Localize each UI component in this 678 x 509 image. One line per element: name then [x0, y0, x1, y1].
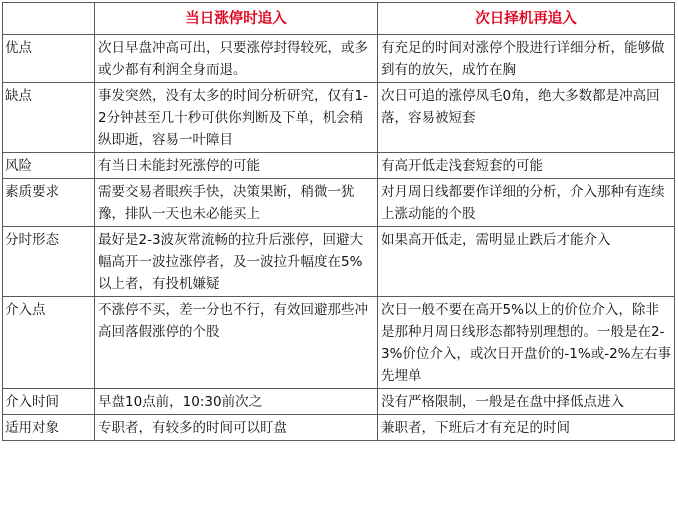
table-row	[3, 227, 675, 297]
table-row	[3, 415, 675, 441]
table-row	[3, 297, 675, 389]
cell-next-day: 次日可追的涨停凤毛0角，绝大多数都是冲高回落，容易被短套	[378, 83, 675, 153]
row-label-intraday-pattern: 分时形态	[3, 227, 95, 297]
row-label-entry-point: 介入点	[3, 297, 95, 389]
row-label-disadvantages: 缺点	[3, 83, 95, 153]
cell-same-day: 最好是2-3波灰常流畅的拉升后涨停，回避大幅高开一波拉涨停者，及一波拉升幅度在5%以上者，有投机嫌疑	[95, 227, 378, 297]
header-same-day-chase: 当日涨停时追入	[95, 3, 378, 35]
table-header-row	[3, 3, 675, 35]
cell-next-day: 没有严格限制，一般是在盘中择低点进入	[378, 389, 675, 415]
comparison-table-container	[2, 2, 675, 441]
cell-same-day: 次日早盘冲高可出，只要涨停封得较死，或多或少都有利润全身而退。	[95, 35, 378, 83]
row-label-risk: 风险	[3, 153, 95, 179]
cell-same-day: 需要交易者眼疾手快，决策果断，稍微一犹豫，排队一天也未必能买上	[95, 179, 378, 227]
comparison-table	[2, 2, 675, 441]
cell-same-day: 不涨停不买，差一分也不行，有效回避那些冲高回落假涨停的个股	[95, 297, 378, 389]
cell-next-day: 有高开低走浅套短套的可能	[378, 153, 675, 179]
cell-same-day: 早盘10点前，10:30前次之	[95, 389, 378, 415]
row-label-advantages: 优点	[3, 35, 95, 83]
cell-same-day: 有当日未能封死涨停的可能	[95, 153, 378, 179]
cell-next-day: 次日一般不要在高开5%以上的价位介入，除非是那种月周日线形态都特别理想的。一般是在2-3%价位介入，或次日开盘价的-1%或-2%左右事先埋单	[378, 297, 675, 389]
cell-next-day: 对月周日线都要作详细的分析，介入那种有连续上涨动能的个股	[378, 179, 675, 227]
row-label-requirements: 素质要求	[3, 179, 95, 227]
cell-next-day: 兼职者，下班后才有充足的时间	[378, 415, 675, 441]
table-row	[3, 389, 675, 415]
header-next-day-chase: 次日择机再追入	[378, 3, 675, 35]
cell-same-day: 专职者，有较多的时间可以盯盘	[95, 415, 378, 441]
table-row	[3, 35, 675, 83]
table-row	[3, 179, 675, 227]
header-corner-cell	[3, 3, 95, 35]
table-row	[3, 83, 675, 153]
cell-next-day: 如果高开低走，需明显止跌后才能介入	[378, 227, 675, 297]
row-label-target-audience: 适用对象	[3, 415, 95, 441]
row-label-entry-time: 介入时间	[3, 389, 95, 415]
table-row	[3, 153, 675, 179]
cell-same-day: 事发突然，没有太多的时间分析研究，仅有1-2分钟甚至几十秒可供你判断及下单，机会稍纵即逝，容易一叶障目	[95, 83, 378, 153]
cell-next-day: 有充足的时间对涨停个股进行详细分析，能够做到有的放矢，成竹在胸	[378, 35, 675, 83]
